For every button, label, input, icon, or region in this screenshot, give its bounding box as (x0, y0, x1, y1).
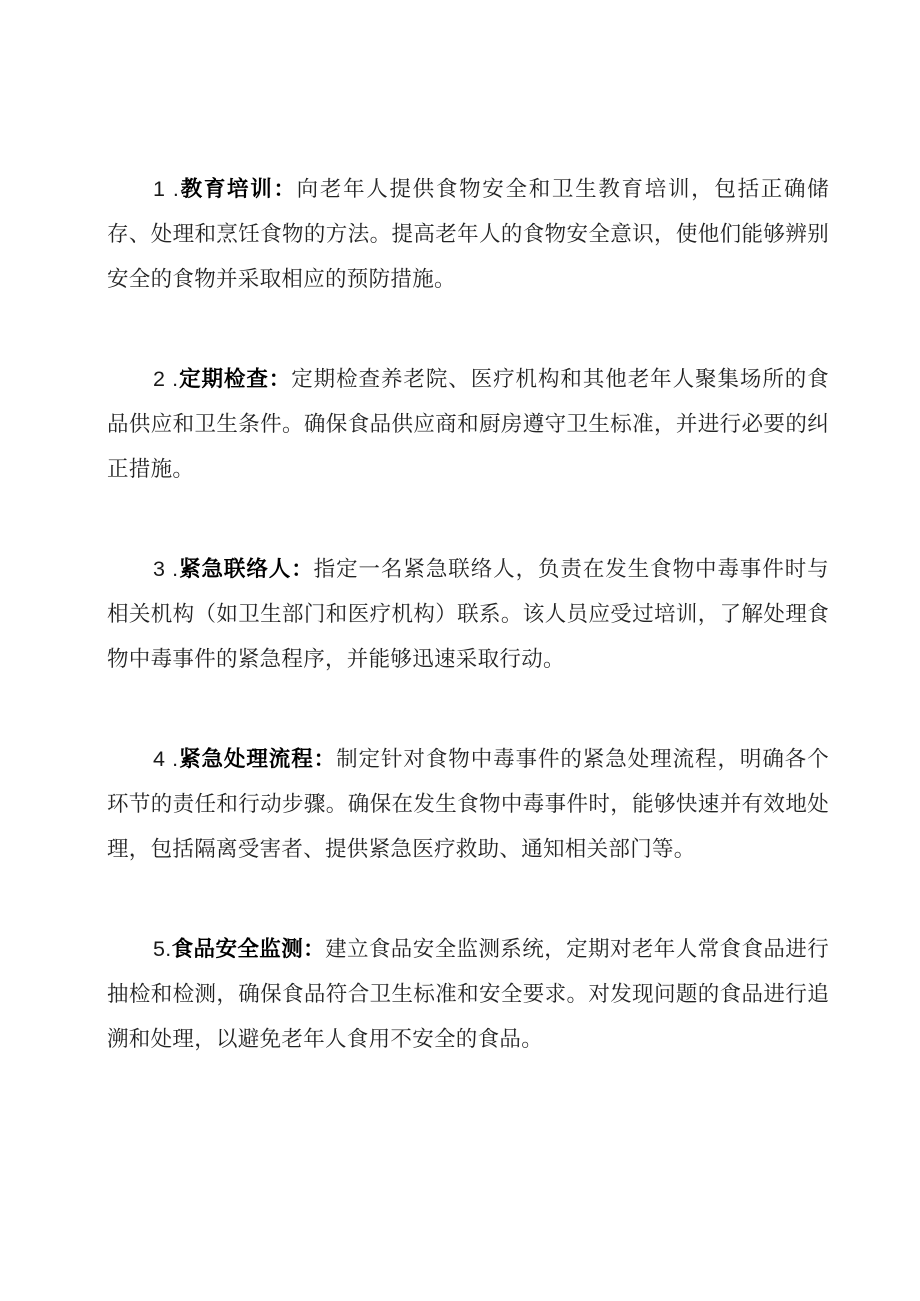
item-number: 5. (153, 937, 172, 961)
paragraph-food-safety-monitoring (107, 927, 829, 1062)
paragraph-emergency-procedure (107, 737, 829, 872)
item-heading: 紧急联络人： (178, 557, 314, 582)
item-number: 1 . (153, 177, 180, 201)
item-heading: 紧急处理流程： (178, 747, 337, 772)
item-heading: 定期检查： (178, 367, 292, 392)
item-body: 向老年人提供食物安全和卫生教育培训，包括正确储存、处理和烹饪食物的方法。提高老年人的食物安全意识，使他们能够辨别安全的食物并采取相应的预防措施。 (107, 177, 829, 292)
paragraph-education-training (107, 167, 829, 302)
item-heading: 食品安全监测： (171, 937, 326, 962)
document-page (107, 167, 829, 1117)
paragraph-regular-inspection (107, 357, 829, 492)
item-body: 定期检查养老院、医疗机构和其他老年人聚集场所的食品供应和卫生条件。确保食品供应商和厨房遵守卫生标准，并进行必要的纠正措施。 (107, 367, 829, 482)
item-body: 指定一名紧急联络人，负责在发生食物中毒事件时与相关机构（如卫生部门和医疗机构）联系。该人员应受过培训，了解处理食物中毒事件的紧急程序，并能够迅速采取行动。 (107, 557, 829, 672)
item-heading: 教育培训： (179, 177, 297, 202)
item-body: 制定针对食物中毒事件的紧急处理流程，明确各个环节的责任和行动步骤。确保在发生食物中毒事件时，能够快速并有效地处理，包括隔离受害者、提供紧急医疗救助、通知相关部门等。 (107, 747, 829, 862)
item-number: 4 . (153, 747, 179, 771)
paragraph-emergency-contact (107, 547, 829, 682)
item-number: 2 . (153, 367, 179, 391)
item-number: 3 . (153, 557, 179, 581)
item-body: 建立食品安全监测系统，定期对老年人常食食品进行抽检和检测，确保食品符合卫生标准和安全要求。对发现问题的食品进行追溯和处理，以避免老年人食用不安全的食品。 (107, 937, 829, 1052)
